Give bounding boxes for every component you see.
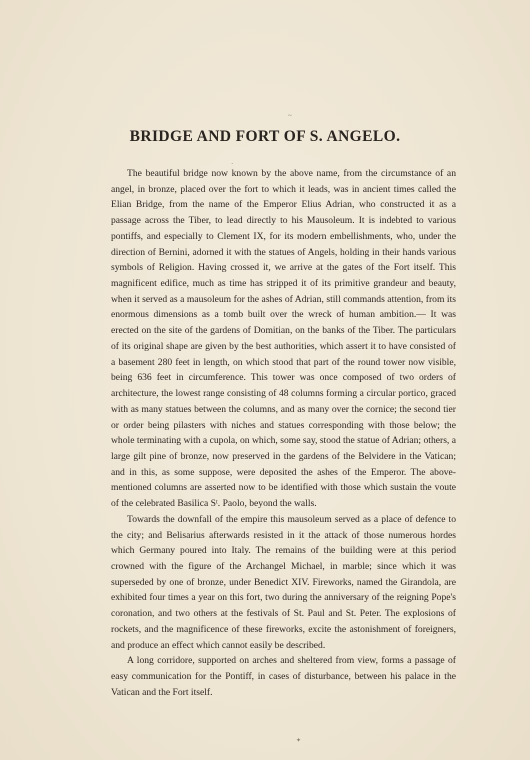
paragraph: Towards the downfall of the empire this mausoleum served as a place of defence to the city; and Belisarius afterwards resisted in it the attack of those numerous hordes which Germany poured into Italy. The remains of the building were at this period crowned with the figure of the Archangel Michael, in marble; since which it was superseded by one of bronze, under Benedict XIV. Fireworks, named the Girandola, are exhibited four times a year on this fort, two during the anniversary of the reigning Pope's coronation, and two others at the festivals of St. Paul and St. Peter. The explosions of rockets, and the magnificence of these fireworks, excite the astonishment of foreigners, and produce an effect which cannot easily be described.: [111, 513, 456, 651]
printer-dot: ·: [231, 160, 234, 168]
paragraph: The beautiful bridge now known by the above name, from the circumstance of an angel, in bronze, placed over the fort to which it leads, was in ancient times called the Elian Bridge, from the name of the Emperor Elius Adrian, who constructed it as a passage across the Tiber, to lead directly to his Mausoleum. It is indebted to various pontiffs, and especially to Clement IX, for its modern embellishments, who, under the direction of Bernini, adorned it with the statues of Angels, holding in their hands various symbols of Religion. Having crossed it, we arrive at the gates of the Fort itself. This magnificent edifice, much as time has stripped it of its primitive grandeur and beauty, when it served as a mausoleum for the ashes of Adrian, still commands attention, from its enormous dimensions as a tomb built over the wreck of human ambition.— It was erected on the site of the gardens of Domitian, on the banks of the Tiber. The particulars of its original shape are given by the best authorities, which assert it to have consisted of a basement 280 feet in length, on which stood that part of the round tower now visible, being 636 feet in circumference. This tower was once composed of two orders of architecture, the lowest range consisting of 48 columns forming a circular portico, graced with as many statues between the columns, and as many over the cornice; the second tier or order being pilasters with niches and statues corresponding with those below; the whole terminating with a cupola, on which, some say, stood the statue of Adrian; others, a large gilt pine of bronze, now preserved in the gardens of the Belvidere in the Vatican; and in this, as some suppose, were deposited the ashes of the Emperor. The above-mentioned columns are asserted now to be identified with those which sustain the voute of the celebrated Basilica Sᵗ. Paolo, beyond the walls.: [111, 168, 456, 510]
printer-mark: ✦: [296, 738, 302, 744]
page-title: BRIDGE AND FORT OF S. ANGELO.: [129, 128, 401, 145]
body-text: [111, 166, 456, 700]
printer-mark: ~: [288, 112, 292, 120]
paragraph: A long corridore, supported on arches and sheltered from view, forms a passage of easy communication for the Pontiff, in cases of disturbance, between his palace in the Vatican and the Fort itself.: [111, 655, 456, 698]
